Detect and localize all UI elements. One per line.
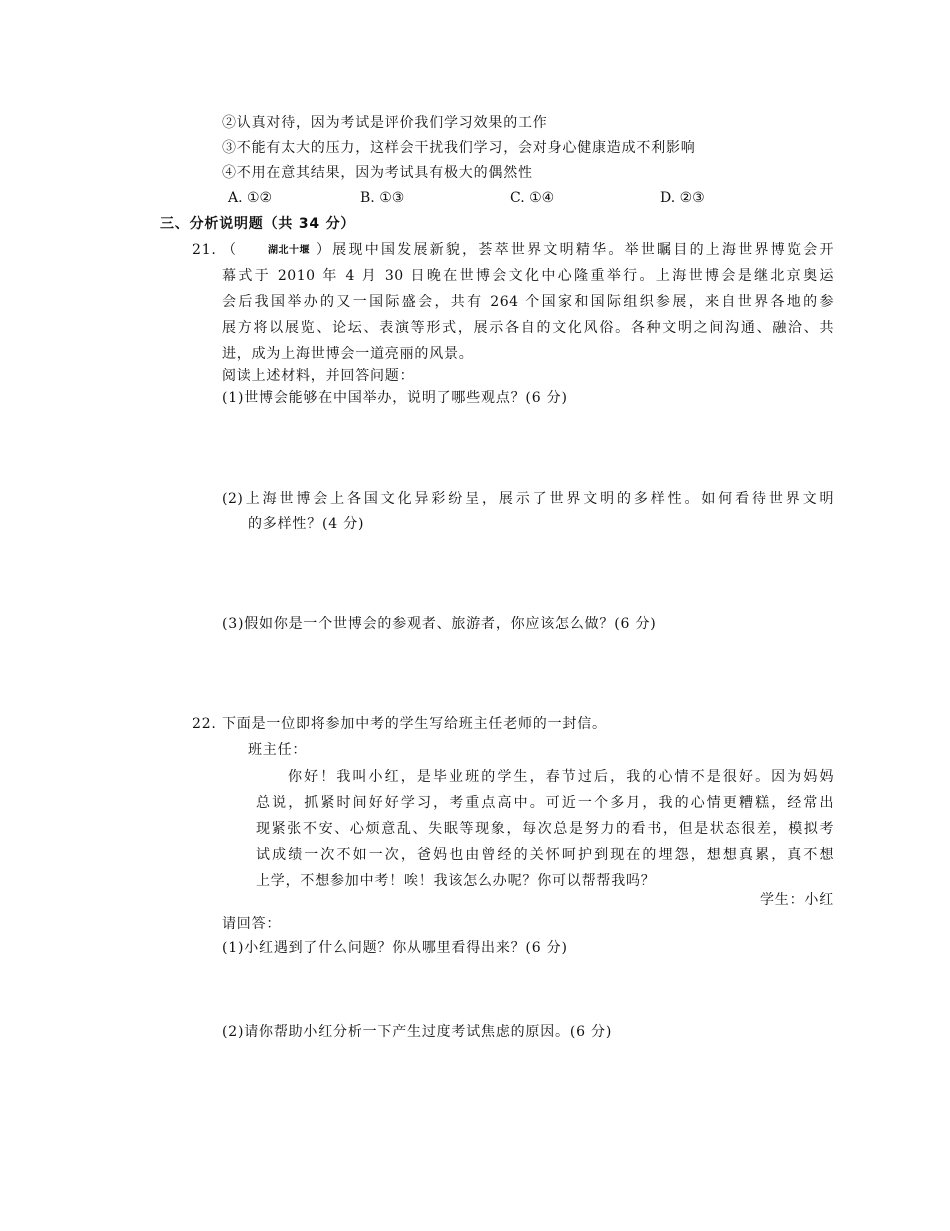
choice-b: B. ①③ <box>360 190 405 206</box>
choice-d: D. ②③ <box>660 190 705 206</box>
q21-number: 21. <box>192 242 217 258</box>
q21-material-line-2: 幕式于 2010 年 4 月 30 日晚在世博会文化中心隆重举行。上海世博会是继北京奥运 <box>222 268 834 284</box>
choice-c: C. ①④ <box>510 190 555 206</box>
q22-intro: 下面是一位即将参加中考的学生写给班主任老师的一封信。 <box>222 716 607 732</box>
letter-line-2: 总说，抓紧时间好好学习，考重点高中。可近一个多月，我的心情更糟糕，经常出 <box>256 795 834 811</box>
letter-line-3: 现紧张不安、心烦意乱、失眠等现象，每次总是努力的看书，但是状态很差，模拟考 <box>256 821 834 837</box>
option-3: ③不能有太大的压力，这样会干扰我们学习，会对身心健康造成不利影响 <box>222 140 696 156</box>
section-title: 三、分析说明题（共 34 分） <box>160 216 356 232</box>
q21-sub1: (1)世博会能够在中国举办，说明了哪些观点？(6 分) <box>222 390 568 406</box>
q22-prompt: 请回答： <box>222 916 282 932</box>
letter-line-4: 试成绩一次不如一次，爸妈也由曾经的关怀呵护到现在的埋怨，想想真累，真不想 <box>256 847 834 863</box>
letter-line-1: 你好！我叫小红，是毕业班的学生，春节过后，我的心情不是很好。因为妈妈 <box>288 769 834 785</box>
q21-material-line-3: 会后我国举办的又一国际盛会，共有 264 个国家和国际组织参展，来自世界各地的参 <box>222 294 834 310</box>
q21-material-line-1: ）展现中国发展新貌，荟萃世界文明精华。举世瞩目的上海世界博览会开 <box>316 242 834 258</box>
option-2: ②认真对待，因为考试是评价我们学习效果的工作 <box>222 115 548 131</box>
q22-sub2: (2)请你帮助小红分析一下产生过度考试焦虑的原因。(6 分) <box>222 1024 613 1040</box>
option-4: ④不用在意其结果，因为考试具有极大的偶然性 <box>222 165 533 181</box>
letter-line-5: 上学，不想参加中考！唉！我该怎么办呢？你可以帮帮我吗？ <box>256 873 656 889</box>
q21-sub2-line2: 的多样性？(4 分) <box>248 516 365 532</box>
q21-material-line-4: 展方将以展览、论坛、表演等形式，展示各自的文化风俗。各种文明之间沟通、融洽、共 <box>222 320 834 336</box>
choice-a: A. ①② <box>228 190 273 206</box>
q21-source-open: （ <box>222 242 237 258</box>
q21-material-line-5: 进，成为上海世博会一道亮丽的风景。 <box>222 346 474 362</box>
q22-number: 22. <box>192 716 217 732</box>
q21-prompt: 阅读上述材料，并回答问题： <box>222 368 415 384</box>
q21-sub3: (3)假如你是一个世博会的参观者、旅游者，你应该怎么做？(6 分) <box>222 616 657 632</box>
q22-sub1: (1)小红遇到了什么问题？你从哪里看得出来？(6 分) <box>222 940 568 956</box>
q21-source-tag: 湖北十堰 <box>268 245 310 256</box>
q21-sub2-line1: (2)上海世博会上各国文化异彩纷呈，展示了世界文明的多样性。如何看待世界文明 <box>222 491 834 507</box>
letter-salutation: 班主任： <box>248 742 308 758</box>
letter-signature: 学生：小红 <box>760 892 834 908</box>
